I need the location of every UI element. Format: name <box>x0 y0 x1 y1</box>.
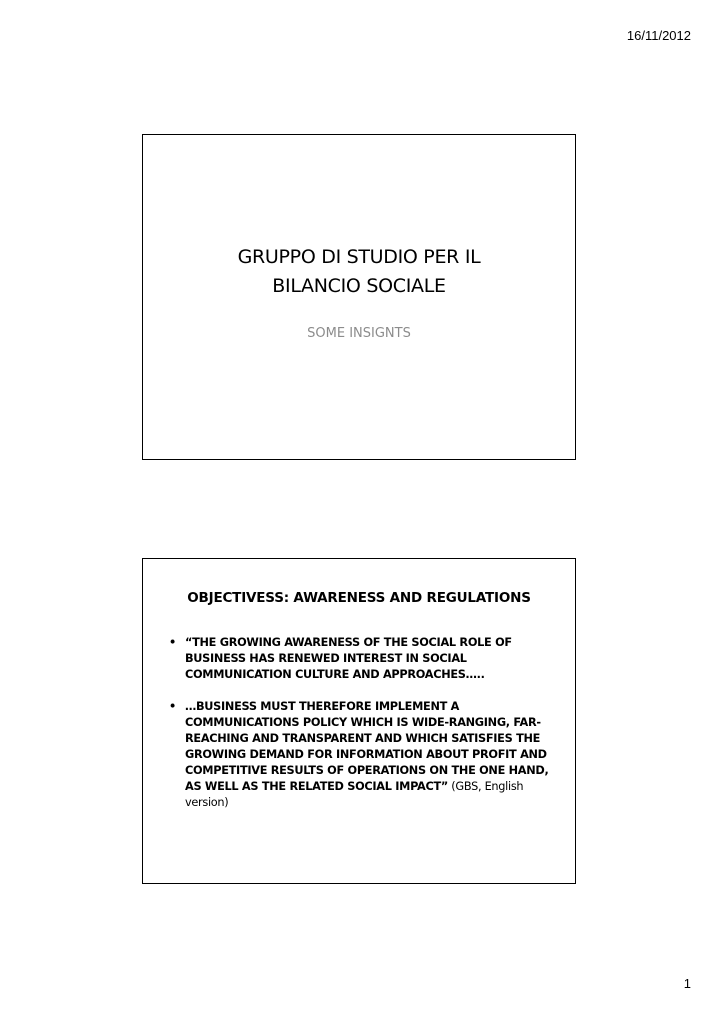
bullet-list <box>169 635 551 827</box>
bullet-text: …BUSINESS MUST THEREFORE IMPLEMENT A COMMUNICATIONS POLICY WHICH IS WIDE-RANGING, FAR-REACHING AND TRANSPARENT AND WHICH SATISFIES THE GROWING DEMAND FOR INFORMATION ABOUT PROFIT AND COMPETITIVE RESULTS OF OPERATIONS ON THE ONE HAND, AS WELL AS THE RELATED SOCIAL IMPACT” <box>185 700 549 793</box>
slide-subtitle: SOME INSIGNTS <box>307 326 411 341</box>
bullet-item <box>169 699 551 811</box>
bullet-marker: • <box>169 636 176 649</box>
slide-1 <box>142 134 576 460</box>
bullet-citation: (GBS, English version) <box>185 780 524 809</box>
slide-title <box>143 243 575 301</box>
bullet-text: “THE GROWING AWARENESS OF THE SOCIAL ROLE OF BUSINESS HAS RENEWED INTEREST IN SOCIAL COMMUNICATION CULTURE AND APPROACHES….. <box>185 636 512 681</box>
bullet-marker: • <box>169 700 176 713</box>
slide-heading: OBJECTIVESS: AWARENESS AND REGULATIONS <box>187 590 531 606</box>
slide-title-line-1: GRUPPO DI STUDIO PER IL <box>237 246 481 268</box>
slide-title-line-2: BILANCIO SOCIALE <box>272 275 446 297</box>
bullet-item <box>169 635 551 683</box>
page-number: 1 <box>683 976 691 991</box>
slide-2 <box>142 558 576 884</box>
date-stamp: 16/11/2012 <box>626 28 691 43</box>
